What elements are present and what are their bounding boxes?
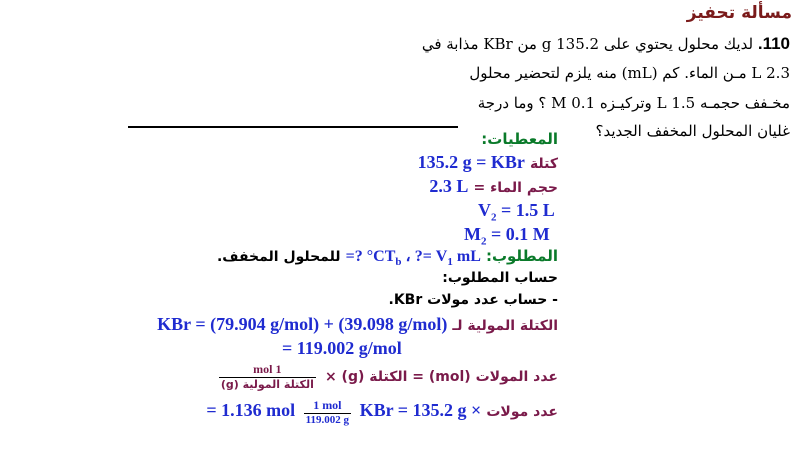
question-line-3: مخـفف حجمـه 1.5 L وتركيـزه 0.1 M ؟ وما درجة [477, 94, 790, 112]
fraction-numerator: 1 mol [219, 362, 316, 378]
m2-subscript: 2 [481, 235, 487, 248]
question-line-4: غليان المحلول المخفف الجديد؟ [595, 122, 790, 140]
given-mass [418, 152, 558, 173]
moles-kbr-line [206, 398, 558, 426]
moles-kbr-label: عدد مولات [486, 404, 558, 421]
required-target: للمحلول المخفف. [216, 249, 341, 265]
question-number: 110. [757, 34, 790, 53]
m2-value: = 0.1 M [486, 224, 550, 244]
v2-subscript: 2 [491, 211, 497, 224]
required-expression: =? $^\circ CT_b$ ، ?= $V_1$ mL [345, 248, 481, 269]
tb-value: =? °C [345, 248, 385, 265]
tb-subscript: b [395, 256, 402, 269]
given-water-value: 2.3 L [429, 176, 469, 196]
molar-mass-label: الكتلة المولية لـ [452, 318, 558, 334]
question-line-1-text: لديك محلول يحتوي على 135.2 g من KBr مذابة في [421, 35, 754, 53]
m2-symbol: M [464, 224, 481, 244]
fraction-denominator: الكتلة المولية (g) [220, 378, 314, 391]
question-line-1 [421, 34, 790, 54]
required-line [217, 246, 558, 268]
v2-value: = 1.5 L [496, 200, 555, 220]
given-title: المعطيات: [481, 130, 558, 148]
moles-kbr-lhs: KBr = 135.2 g × [359, 400, 482, 421]
given-mass-value: 135.2 g = KBr [417, 152, 525, 172]
kbr-fraction-numerator: 1 mol [304, 398, 351, 414]
given-water [429, 176, 558, 197]
v1-value: ?= V [414, 248, 448, 265]
given-mass-label: كتلة [529, 156, 558, 172]
divider-line [128, 126, 458, 128]
moles-kbr-expression [206, 398, 481, 426]
given-m2 [464, 224, 550, 248]
moles-kbr-result: = 1.136 mol [206, 400, 296, 421]
section-header: مسألة تحفيز [686, 3, 792, 23]
kbr-fraction-denominator: 119.002 g [305, 414, 350, 426]
molar-mass-result: = 119.002 g/mol [282, 338, 402, 358]
solution-title: حساب المطلوب: [442, 270, 558, 286]
molar-mass-line [157, 314, 558, 335]
v1-subscript: 1 [447, 256, 453, 269]
moles-formula-line [215, 362, 558, 391]
moles-formula-label: عدد المولات (mol) = الكتلة (g) × [324, 369, 558, 385]
required-label: المطلوب: [485, 247, 558, 265]
molar-mass-fraction [219, 362, 316, 391]
v2-symbol: V [478, 200, 491, 220]
given-water-label: حجم الماء = [473, 180, 558, 196]
kbr-fraction [304, 398, 351, 426]
question-line-2: 2.3 L مـن الماء. كم (mL) منه يلزم لتحضير محلول [469, 64, 790, 82]
given-v2 [478, 200, 555, 224]
molar-mass-expression: KBr = (79.904 g/mol) + (39.098 g/mol) [157, 314, 448, 334]
solution-step-1: - حساب عدد مولات KBr. [388, 292, 558, 308]
